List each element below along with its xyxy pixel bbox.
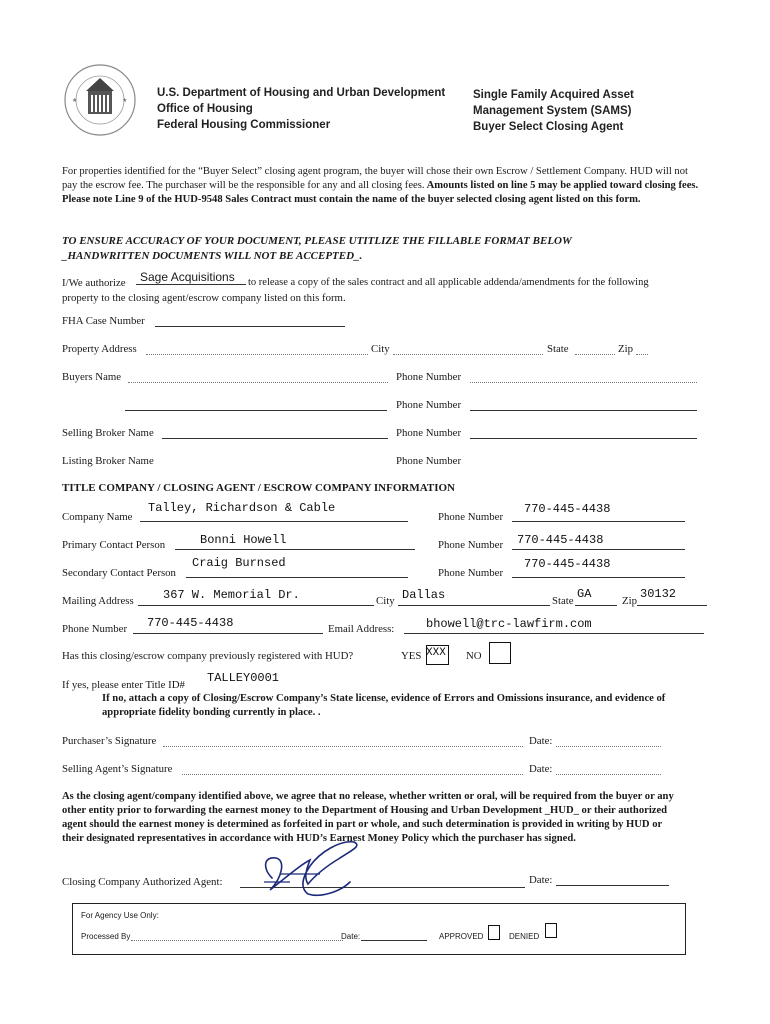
email-address-field[interactable]: bhowell@trc-lawfirm.com (426, 617, 592, 631)
system-line-2: Management System (SAMS) (473, 105, 632, 117)
secondary-contact-underline (186, 577, 408, 578)
buyers-phone-label: Phone Number (396, 371, 462, 383)
mailing-state-label: State (552, 595, 574, 607)
denied-label: DENIED (509, 932, 540, 941)
warning-line-1: TO ENSURE ACCURACY OF YOUR DOCUMENT, PLEASE UTITLIZE THE FILLABLE FORMAT BELOW (62, 235, 572, 247)
agency-line-2: Office of Housing (157, 103, 253, 115)
purchaser-signature-label: Purchaser’s Signature (62, 735, 157, 747)
authorized-date-field[interactable] (556, 885, 669, 886)
denied-checkbox[interactable] (545, 923, 557, 938)
intro-bold-text: Amounts listed on line 5 may be applied toward closing fees. Please note Line 9 of the HUD-9548 Sales Contract must contain the name of the buyer selected closing agent listed on this form. (62, 180, 699, 205)
mailing-city-label: City (376, 595, 395, 607)
system-line-1: Single Family Acquired Asset (473, 89, 634, 101)
no-label: NO (466, 650, 482, 662)
company-name-label: Company Name (62, 511, 133, 523)
authorize-suffix: to release a copy of the sales contract and all applicable addenda/amendments for the following (248, 277, 649, 288)
company-name-field[interactable]: Talley, Richardson & Cable (148, 501, 336, 515)
selling-broker-field[interactable] (162, 438, 388, 439)
processed-by-field[interactable] (131, 940, 343, 941)
intro-paragraph (62, 165, 705, 207)
buyers-phone-field-2[interactable] (470, 410, 697, 411)
selling-broker-phone-field[interactable] (470, 438, 697, 439)
buyers-phone-field[interactable] (470, 382, 697, 383)
purchaser-date-field[interactable] (556, 746, 661, 747)
fha-case-label: FHA Case Number (62, 315, 145, 327)
company-phone-label: Phone Number (438, 511, 504, 523)
company-phone-2-field[interactable]: 770-445-4438 (147, 616, 234, 630)
property-address-label: Property Address (62, 343, 137, 355)
approved-label: APPROVED (439, 932, 484, 941)
hud-seal (62, 62, 138, 138)
system-line-3: Buyer Select Closing Agent (473, 121, 624, 133)
email-address-underline (404, 633, 704, 634)
authorized-agent-label: Closing Company Authorized Agent: (62, 876, 223, 888)
agreement-paragraph: As the closing agent/company identified above, we agree that no release, whether written or oral, will be required from the buyer or any other entity prior to forwarding the earnest money to the Department of Housing and Urban Development _HUD_ or their authorized agent should the earnest money is determined as forfeited in part or whole, and such determination is provided in writing by HUD or their designated representatives in accordance with HUD’s Earnest Money Policy which the purchaser has signed. (62, 791, 674, 844)
secondary-contact-field[interactable]: Craig Burnsed (192, 556, 286, 570)
property-state-label: State (547, 343, 569, 355)
email-address-label: Email Address: (328, 623, 395, 635)
yes-label: YES (401, 650, 422, 662)
primary-phone-field[interactable]: 770-445-4438 (517, 533, 604, 547)
warning-line-2: _HANDWRITTEN DOCUMENTS WILL NOT BE ACCEPTED_. (62, 250, 363, 262)
authorized-name-underline (136, 284, 246, 285)
property-city-label: City (371, 343, 390, 355)
authorized-agent-signature (250, 838, 365, 900)
mailing-address-label: Mailing Address (62, 595, 134, 607)
primary-phone-label: Phone Number (438, 539, 504, 551)
mailing-city-underline (398, 605, 550, 606)
buyers-name-field[interactable] (128, 382, 388, 383)
property-zip-label: Zip (618, 343, 633, 355)
primary-phone-underline (512, 549, 685, 550)
property-zip-field[interactable] (636, 354, 648, 355)
purchaser-date-label: Date: (529, 735, 553, 747)
agency-use-title: For Agency Use Only: (81, 911, 159, 920)
no-checkbox[interactable] (489, 642, 511, 664)
mailing-city-field[interactable]: Dallas (402, 588, 446, 602)
property-state-field[interactable] (575, 354, 615, 355)
agency-date-label: Date: (341, 932, 361, 941)
agency-line-1: U.S. Department of Housing and Urban Development (157, 87, 446, 99)
company-phone-field[interactable]: 770-445-4438 (524, 502, 611, 516)
authorize-line-2: property to the closing agent/escrow company listed on this form. (62, 292, 346, 304)
authorized-date-label: Date: (529, 874, 553, 886)
agency-line-3: Federal Housing Commissioner (157, 119, 331, 131)
fha-case-field[interactable] (155, 326, 345, 327)
svg-text:★: ★ (122, 98, 128, 104)
agency-header (157, 85, 445, 133)
authorized-name-field[interactable]: Sage Acquisitions (140, 270, 235, 284)
secondary-contact-label: Secondary Contact Person (62, 567, 176, 579)
title-id-field[interactable]: TALLEY0001 (207, 671, 280, 685)
listing-broker-phone-label: Phone Number (396, 455, 462, 467)
secondary-phone-field[interactable]: 770-445-4438 (524, 557, 611, 571)
primary-contact-field[interactable]: Bonni Howell (200, 533, 287, 547)
intro-plain-text: For properties identified for the “Buyer Select” closing agent program, the buyer will chose their own Escrow / Settlement Company. HUD will not pay the escrow fee. The purchaser will be the responsible for any and all closing fees. (62, 166, 688, 191)
selling-broker-label: Selling Broker Name (62, 427, 154, 439)
secondary-phone-label: Phone Number (438, 567, 504, 579)
company-phone-2-underline (133, 633, 323, 634)
company-phone-2-label: Phone Number (62, 623, 128, 635)
mailing-address-underline (138, 605, 374, 606)
listing-broker-label: Listing Broker Name (62, 455, 154, 467)
yes-mark: XXX (426, 647, 446, 659)
mailing-address-field[interactable]: 367 W. Memorial Dr. (163, 588, 300, 602)
property-city-field[interactable] (393, 354, 543, 355)
mailing-state-underline (575, 605, 617, 606)
selling-agent-date-field[interactable] (556, 774, 661, 775)
selling-agent-signature-field[interactable] (182, 774, 523, 775)
approved-checkbox[interactable] (488, 925, 500, 940)
mailing-state-field[interactable]: GA (577, 587, 592, 601)
mailing-zip-underline (637, 605, 707, 606)
selling-agent-date-label: Date: (529, 763, 553, 775)
purchaser-signature-field[interactable] (163, 746, 523, 747)
authorize-prefix: I/We authorize (62, 277, 126, 289)
property-address-field[interactable] (146, 354, 368, 355)
agency-use-box (72, 903, 686, 955)
mailing-zip-label: Zip (622, 595, 637, 607)
company-name-underline (140, 521, 408, 522)
fillable-warning (62, 234, 572, 264)
selling-agent-signature-label: Selling Agent’s Signature (62, 763, 173, 775)
buyers-name-label: Buyers Name (62, 371, 122, 383)
registered-question: Has this closing/escrow company previously registered with HUD? (62, 650, 354, 662)
agency-date-field[interactable] (361, 940, 427, 941)
title-section-heading: TITLE COMPANY / CLOSING AGENT / ESCROW COMPANY INFORMATION (62, 482, 455, 494)
buyers-name-field-2[interactable] (125, 410, 387, 411)
svg-text:★: ★ (72, 98, 78, 104)
title-id-label: If yes, please enter Title ID# (62, 679, 185, 691)
secondary-phone-underline (512, 577, 685, 578)
processed-by-label: Processed By (81, 932, 131, 941)
primary-contact-underline (175, 549, 415, 550)
system-header (473, 87, 634, 135)
primary-contact-label: Primary Contact Person (62, 539, 166, 551)
company-phone-underline (512, 521, 685, 522)
mailing-zip-field[interactable]: 30132 (640, 587, 677, 601)
if-no-instructions: If no, attach a copy of Closing/Escrow Company’s State license, evidence of Errors and Omissions insurance, and evidence of appropriate fidelity bonding currently in place. . (102, 693, 666, 718)
buyers-phone-label-2: Phone Number (396, 399, 462, 411)
selling-broker-phone-label: Phone Number (396, 427, 462, 439)
